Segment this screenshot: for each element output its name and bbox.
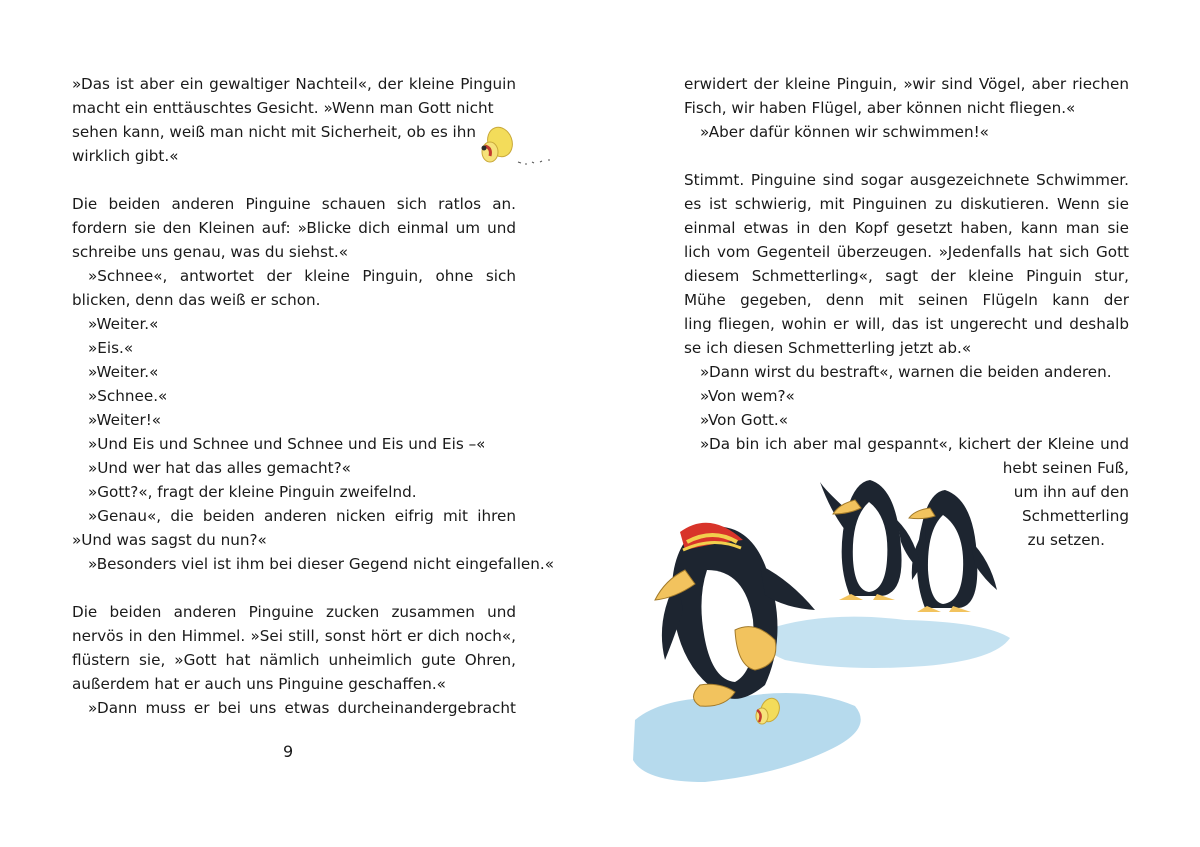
text-line: Mühe gegeben, denn mit seinen Flügeln kann der: [684, 291, 1129, 309]
text-line: »Weiter!«: [88, 411, 162, 429]
text-line: diesem Schmetterling«, sagt der kleine Pinguin stur,: [684, 267, 1129, 285]
butterfly-icon: [470, 122, 560, 177]
text-line: »Und wer hat das alles gemacht?«: [88, 459, 351, 477]
text-line: »Gott?«, fragt der kleine Pinguin zweifelnd.: [88, 483, 417, 501]
text-line: »Dann muss er bei uns etwas durcheinandergebracht: [88, 699, 516, 717]
text-line: sehen kann, weiß man nicht mit Sicherheit, ob es ihn: [72, 123, 477, 141]
text-line: schreibe uns genau, was du siehst.«: [72, 243, 349, 261]
page-number: 9: [283, 742, 294, 761]
text-line: »Genau«, die beiden anderen nicken eifrig mit ihren: [88, 507, 516, 525]
text-line: lich vom Gegenteil überzeugen. »Jedenfalls hat sich Gott: [684, 243, 1129, 261]
text-line: »Weiter.«: [88, 315, 159, 333]
text-line: Fisch, wir haben Flügel, aber können nicht fliegen.«: [684, 99, 1076, 117]
text-line: blicken, denn das weiß er schon.: [72, 291, 321, 309]
penguin-icon: [909, 490, 997, 612]
text-line: außerdem hat er auch uns Pinguine geschaffen.«: [72, 675, 446, 693]
text-line: »Von Gott.«: [700, 411, 789, 429]
text-line: »Aber dafür können wir schwimmen!«: [700, 123, 989, 141]
text-line: »Eis.«: [88, 339, 134, 357]
text-line: »Schnee«, antwortet der kleine Pinguin, ohne sich: [88, 267, 516, 285]
text-line: hebt seinen Fuß,: [1002, 459, 1129, 477]
text-line: »Weiter.«: [88, 363, 159, 381]
text-line: ling fliegen, wohin er will, das ist ungerecht und deshalb: [684, 315, 1129, 333]
text-line: »Besonders viel ist ihm bei dieser Gegend nicht eingefallen.«: [88, 555, 555, 573]
penguin-illustration: [625, 470, 1020, 800]
text-line: »Das ist aber ein gewaltiger Nachteil«, der kleine Pinguin: [72, 75, 516, 93]
text-line: »Von wem?«: [700, 387, 795, 405]
text-line: wirklich gibt.«: [72, 147, 179, 165]
text-line: einmal etwas in den Kopf gesetzt haben, kann man sie: [684, 219, 1129, 237]
text-line: macht ein enttäuschtes Gesicht. »Wenn man Gott nicht: [72, 99, 494, 117]
text-line: »Dann wirst du bestraft«, warnen die beiden anderen.: [700, 363, 1112, 381]
text-line: nervös in den Himmel. »Sei still, sonst hört er dich noch«,: [72, 627, 516, 645]
text-line: Schmetterling: [1022, 507, 1129, 525]
text-line: se ich diesen Schmetterling jetzt ab.«: [684, 339, 972, 357]
text-line: erwidert der kleine Pinguin, »wir sind Vögel, aber riechen: [684, 75, 1129, 93]
text-line: um ihn auf den: [1013, 483, 1129, 501]
text-line: fordern sie den Kleinen auf: »Blicke dich einmal um und: [72, 219, 516, 237]
text-line: flüstern sie, »Gott hat nämlich unheimlich gute Ohren,: [72, 651, 516, 669]
text-line: Die beiden anderen Pinguine schauen sich ratlos an.: [72, 195, 516, 213]
text-line: Die beiden anderen Pinguine zucken zusammen und: [72, 603, 516, 621]
penguin-icon: [655, 523, 815, 707]
text-line: »Und was sagst du nun?«: [72, 531, 267, 549]
text-line: »Und Eis und Schnee und Schnee und Eis und Eis –«: [88, 435, 486, 453]
text-line: es ist schwierig, mit Pinguinen zu diskutieren. Wenn sie: [684, 195, 1129, 213]
text-line: »Da bin ich aber mal gespannt«, kichert der Kleine und: [700, 435, 1129, 453]
penguin-icon: [820, 480, 921, 600]
text-line: zu setzen.: [1027, 531, 1105, 549]
text-line: Stimmt. Pinguine sind sogar ausgezeichnete Schwimmer.: [684, 171, 1129, 189]
text-line: »Schnee.«: [88, 387, 168, 405]
